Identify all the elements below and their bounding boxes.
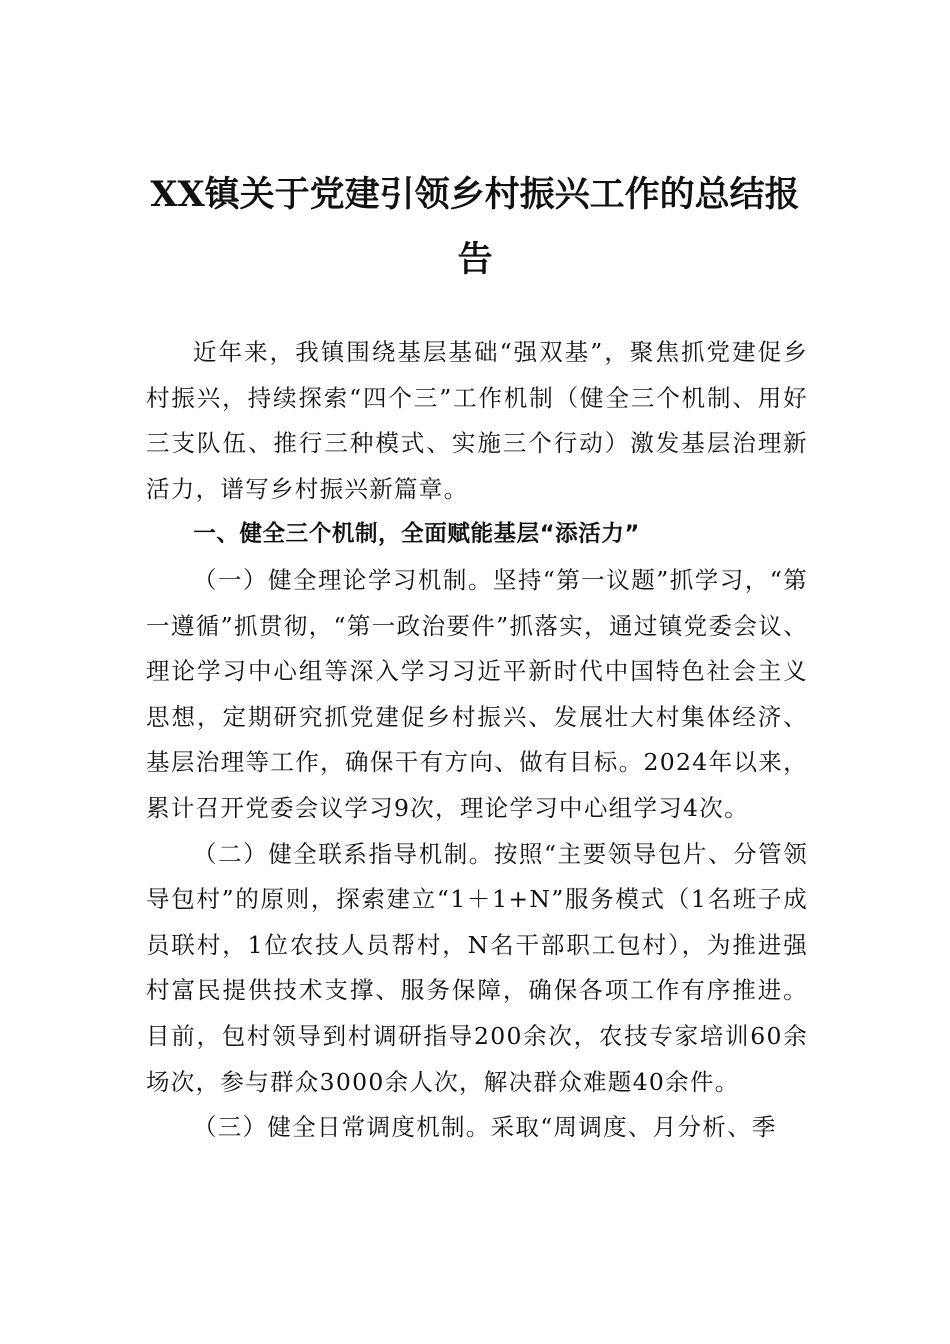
body-paragraph: （二）健全联系指导机制。按照“主要领导包片、分管领导包村”的原则，探索建立“1＋1+N”服务模式（1名班子成员联村，1位农技人员帮村，N名干部职工包村），为推进强村富民提供技术支撑、服务保障，确保各项工作有序推进。目前，包村领导到村调研指导200余次，农技专家培训60余场次，参与群众3000余人次，解决群众难题40余件。 (146, 839, 808, 1096)
intro-paragraph: 近年来，我镇围绕基层基础“强双基”，聚焦抓党建促乡村振兴，持续探索“四个三”工作机制（健全三个机制、用好三支队伍、推行三种模式、实施三个行动）激发基层治理新活力，谱写乡村振兴新篇章。 (146, 338, 808, 503)
section-heading: 一、健全三个机制，全面赋能基层“添活力” (193, 521, 640, 548)
body-paragraph: （一）健全理论学习机制。坚持“第一议题”抓学习，“第一遵循”抓贯彻，“第一政治要件”抓落实，通过镇党委会议、理论学习中心组等深入学习习近平新时代中国特色社会主义思想，定期研究抓党建促乡村振兴、发展壮大村集体经济、基层治理等工作，确保干有方向、做有目标。2024年以来，累计召开党委会议学习9次，理论学习中心组学习4次。 (146, 565, 808, 822)
document-body (146, 330, 808, 1151)
body-paragraph: （三）健全日常调度机制。采取“周调度、月分析、季 (193, 1113, 777, 1142)
document-title: XX镇关于党建引领乡村振兴工作的总结报告 (150, 174, 800, 280)
